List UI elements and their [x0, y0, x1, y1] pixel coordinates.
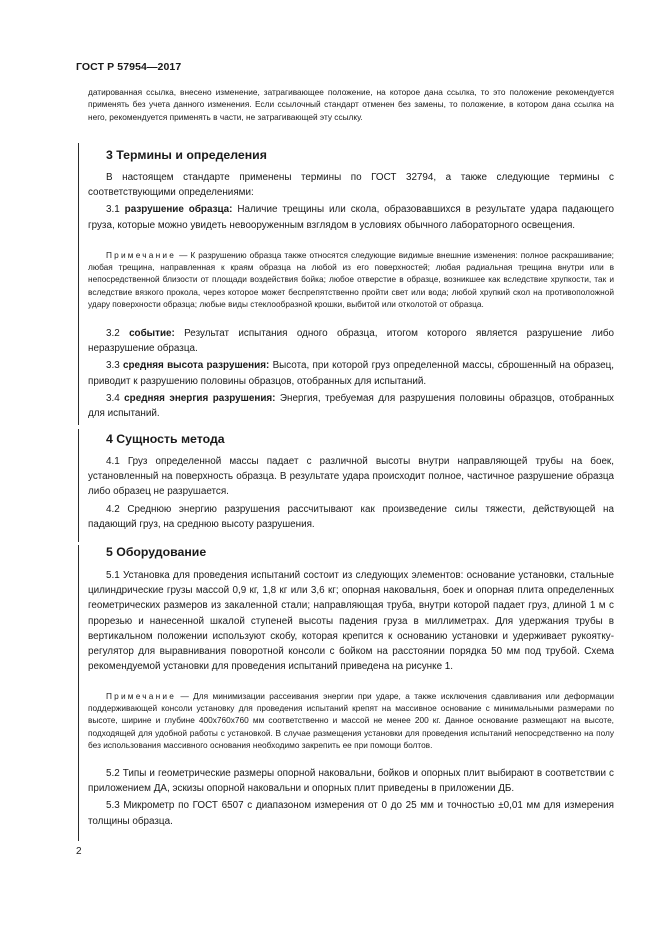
term-3-1 [88, 202, 614, 232]
paragraph-5-2: 5.2 Типы и геометрические размеры опорной наковальни, бойков и опорных плит выбирают в соответствии с приложением ДА, эскизы опорной наковальни и опорных плит приведены в приложении ДБ. [88, 768, 614, 795]
term-3-3-number: 3.3 [106, 360, 120, 372]
section-5-note [88, 690, 614, 751]
term-3-1-definition: Наличие трещины или скола, образовавшихся в результате удара падающего груза, которые можно увидеть невооруженным взглядом в условиях обычного лабораторного освещения. [88, 204, 614, 231]
note-label: Примечание [106, 691, 177, 701]
term-3-4-definition: Энергия, требуемая для разрушения половины образцов, отобранных для испытаний. [88, 392, 614, 420]
paragraph-4-1: 4.1 Груз определенной массы падает с различной высоты внутри направляющей трубы на боек, установленный на поверхность образца. В результате удара происходит полное, частичное разрушение образца либо образец не разрушается. [88, 456, 614, 498]
term-3-2-definition: Результат испытания одного образца, итогом которого является разрушение либо неразрушение образца. [88, 328, 614, 355]
intro-paragraph [88, 86, 614, 123]
term-3-2-term: событие: [129, 328, 175, 339]
term-3-2-number: 3.2 [106, 328, 120, 339]
intro-text: датированная ссылка, внесено изменение, затрагивающее положение, на которое дана ссылка, то это положение рекомендуется применять без учета данного изменения. Если ссылочный стандарт отменен без замены, то положение, в котором дана ссылка на него, рекомендуется применять в части, не затрагивающей эту ссылку. [88, 87, 614, 122]
section-5-body [88, 568, 614, 674]
term-3-2 [88, 326, 614, 356]
paragraph-5-3: 5.3 Микрометр по ГОСТ 6507 с диапазоном измерения от 0 до 25 мм и точностью ±0,01 мм для измерения толщины образца. [88, 800, 614, 827]
section-5-heading: 5 Оборудование [106, 545, 207, 559]
term-3-3-definition: Высота, при которой груз определенной массы, сброшенный на образец, приводит к разрушению половины образцов, отобранных для испытаний. [88, 360, 614, 387]
section-4-body [88, 454, 614, 532]
section-4-heading: 4 Сущность метода [106, 432, 225, 446]
term-3-4 [88, 391, 614, 421]
change-bar-section-3 [78, 143, 79, 425]
section-3-heading: 3 Термины и определения [106, 148, 267, 162]
note-label: Примечание [106, 250, 177, 260]
section-3-body [88, 170, 614, 233]
paragraph-5-1: 5.1 Установка для проведения испытаний состоит из следующих элементов: основание установки, стальные цилиндрические грузы массой 0,9 кг, 1,8 кг или 3,6 кг; опорная наковальня, боек и опорная плита определенных геометрических размеров из закаленной стали; направляющая труба, внутри которой падает груз, длиной 1 м с прорезью и нанесенной шкалой ступеней высоты падения груза в миллиметрах. Для удержания трубы в вертикальном положении используют скобу, которая крепится к основанию установки и удерживает рукоятку-регулятор для выравнивания поворотной консоли с бойком на расстоянии порядка 50 мм под трубой. Схема рекомендуемой установки для проведения испытаний приведена на рисунке 1. [88, 570, 614, 673]
change-bar-section-4 [78, 429, 79, 542]
term-3-3-term: средняя высота разрушения: [123, 360, 270, 372]
term-3-4-number: 3.4 [106, 392, 120, 404]
term-3-3 [88, 358, 614, 388]
section-3-intro: В настоящем стандарте применены термины по ГОСТ 32794, а также следующие термины с соответствующими определениями: [88, 172, 614, 199]
page-number: 2 [76, 846, 82, 857]
paragraph-4-2: 4.2 Среднюю энергию разрушения рассчитывают как произведение силы тяжести, действующей на падающий груз, на среднюю высоту разрушения. [88, 503, 614, 530]
section-3-note [88, 249, 614, 310]
document-header: ГОСТ Р 57954—2017 [76, 61, 182, 73]
change-bar-section-5 [78, 545, 79, 841]
section-5-tail [88, 766, 614, 829]
term-3-1-number: 3.1 [106, 204, 120, 216]
note-text: — Для минимизации рассеивания энергии при ударе, а также исключения сдавливания или деформации поддерживающей консоли установку для проведения испытаний крепят на массивное основание с минимальными размерами по высоте, ширине и глубине 400х760х760 мм соответственно и массой не менее 200 кг. Данное основание размещают на высоте, подходящей для удобной работы с установкой. В случае размещения установки для проведения испытаний непосредственно на полу без использования массивного основания необходимо закрепить ее при помощи болтов. [88, 691, 614, 750]
term-3-4-term: средняя энергия разрушения: [124, 392, 276, 404]
section-3-terms [88, 326, 614, 421]
note-text: — К разрушению образца также относятся следующие видимые внешние изменения: полное раскрашивание; любая трещина, направленная к краям образца на любой из его поверхностей; любая радиальная трещина внутри или в непосредственной близости от площади воздействия бойка; любое отверстие в образце, возникшее как вследствие хрупкости, так и вследствие вязкого прокола, через которое может беспрепятственно пройти свет или вода; любой хрупкий скол на противоположной удару поверхности образца; любые виды стеклообразной крошки, выбитой или отколотой от образца. [88, 250, 614, 309]
term-3-1-term: разрушение образца: [124, 204, 233, 216]
